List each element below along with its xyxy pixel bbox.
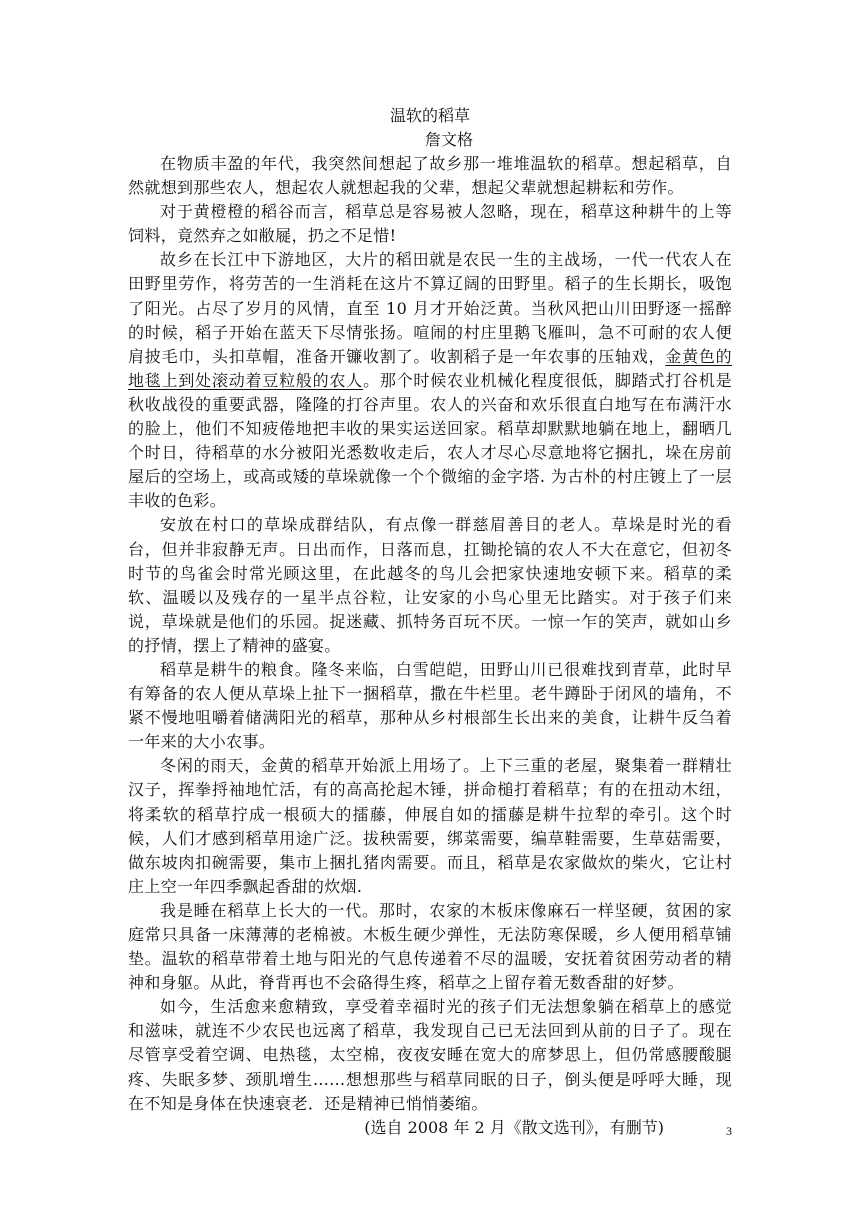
underlined-sentence: 金黄色的地毯上到处滚动着豆粒般的农人 bbox=[128, 346, 733, 390]
paragraph-3-after: 。那个时候农业机械化程度很低，脚踏式打谷机是秋收战役的重要武器，隆隆的打谷声里。农人的兴奋和欢乐很直白地写在布满汗水的脸上，他们不知疲倦地把丰收的果实运送回家。稻草却默默地躺在地上，翻晒几个时日，待稻草的水分被阳光悉数收走后，农人才尽心尽意地将它捆扎，垛在房前屋后的空场上，或高或矮的草垛就像一个个微缩的金字塔. 为古朴的村庄镀上了一层丰收的色彩。 bbox=[128, 370, 732, 511]
paragraph-1: 在物质丰盈的年代，我突然间想起了故乡那一堆堆温软的稻草。想起稻草，自然就想到那些农人，想起农人就想起我的父辈，想起父辈就想起耕耘和劳作。 bbox=[128, 154, 732, 198]
source-citation: (选自 2008 年 2 月《散文选刊》，有删节) bbox=[364, 1117, 664, 1137]
paragraph-3 bbox=[128, 248, 732, 513]
paragraph-7: 我是睡在稻草上长大的一代。那时，农家的木板床像麻石一样坚硬，贫困的家庭常只具备一床薄薄的老棉被。木板生硬少弹性，无法防寒保暖，乡人便用稻草铺垫。温软的稻草带着土地与阳光的气息传递着不尽的温暖，安抚着贫困劳动者的精神和身躯。从此，脊背再也不会硌得生疼，稻草之上留存着无数香甜的好梦。 bbox=[128, 900, 732, 993]
paragraph-4: 安放在村口的草垛成群结队，有点像一群慈眉善目的老人。草垛是时光的看台，但并非寂静无声。日出而作，日落而息，扛锄抡镐的农人不大在意它，但初冬时节的鸟雀会时常光顾这里，在此越冬的鸟儿会把家快速地安顿下来。稻草的柔软、温暖以及残存的一星半点谷粒，让安家的小鸟心里无比踏实。对于孩子们来说，草垛就是他们的乐园。捉迷藏、抓特务百玩不厌。一惊一乍的笑声，就如山乡的抒情，摆上了精神的盛宴。 bbox=[128, 515, 732, 655]
article-title: 温软的稻草 bbox=[389, 106, 470, 125]
page-number: 3 bbox=[726, 1124, 732, 1138]
paragraph-5: 稻草是耕牛的粮食。隆冬来临，白雪皑皑，田野山川已很难找到青草，此时早有筹备的农人便从草垛上扯下一捆稻草，撒在牛栏里。老牛蹲卧于闭风的墙角，不紧不慢地咀嚼着储满阳光的稻草，那种从乡村根部生长出来的美食，让耕牛反刍着一年来的大小农事。 bbox=[128, 659, 732, 752]
paragraph-8: 如今，生活愈来愈精致，享受着幸福时光的孩子们无法想象躺在稻草上的感觉和滋味，就连不少农民也远离了稻草，我发现自己已无法回到从前的日子了。现在尽管享受着空调、电热毯，太空棉，夜夜安睡在宽大的席梦思上，但仍常感腰酸腿疼、失眠多梦、颈肌增生……想想那些与稻草同眠的日子，倒头便是呼呼大睡，现在不知是身体在快速衰老．还是精神已悄悄萎缩。 bbox=[128, 997, 732, 1113]
document-page bbox=[128, 100, 732, 1140]
article-author: 詹文格 bbox=[424, 130, 473, 149]
paragraph-3-before: 故乡在长江中下游地区，大片的稻田就是农民一生的主战场，一代一代农人在田野里劳作，将劳苦的一生消耗在这片不算辽阔的田野里。稻子的生长期长，吸饱了阳光。占尽了岁月的风情，直至 10 月才开始泛黄。当秋风把山川田野逐一摇醉的时候，稻子开始在蓝天下尽情张扬。喧闹的村庄里鹅飞雁叫，急不可耐的农人便肩披毛巾，头扣草帽，准备开镰收割了。收割稻子是一年农事的压轴戏， bbox=[128, 250, 732, 366]
paragraph-6: 冬闲的雨天，金黄的稻草开始派上用场了。上下三重的老屋，聚集着一群精壮汉子，挥拳捋袖地忙活，有的高高抡起木锤，拼命槌打着稻草；有的在扭动木纽，将柔软的稻草拧成一根硕大的擂藤，伸展自如的擂藤是耕牛拉犁的牵引。这个时候，人们才感到稻草用途广泛。拔秧需要，绑菜需要，编草鞋需要，生草菇需要，做东坡肉扣碗需要，集市上捆扎猪肉需要。而且，稻草是农家做炊的柴火，它让村庄上空一年四季飘起香甜的炊烟. bbox=[128, 756, 732, 896]
paragraph-2: 对于黄橙橙的稻谷而言，稻草总是容易被人忽略，现在，稻草这种耕牛的上等饲料，竟然弃之如敝屣，扔之不足惜! bbox=[128, 202, 732, 246]
